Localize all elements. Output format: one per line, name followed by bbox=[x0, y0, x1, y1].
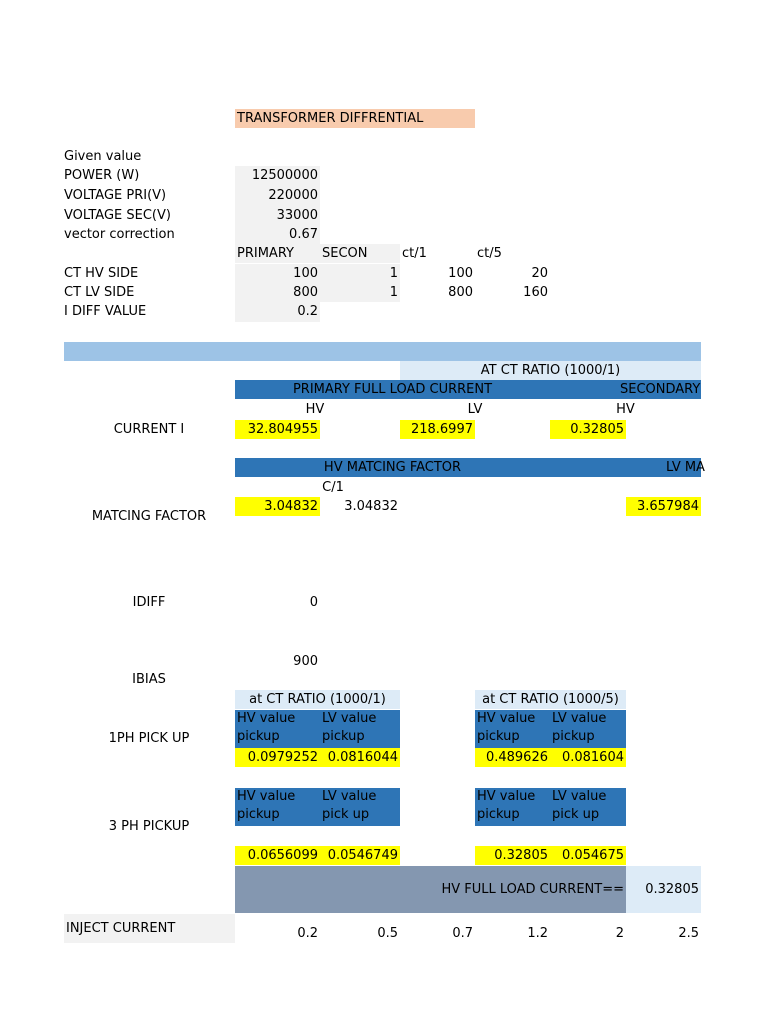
ct-header-primary: PRIMARY bbox=[235, 244, 320, 263]
3ph-lv-pickup[interactable]: 0.0546749 bbox=[320, 846, 400, 865]
1ph-lv-pickup-5[interactable]: 0.081604 bbox=[550, 748, 626, 767]
secondary-header: SECONDARY bbox=[550, 380, 701, 399]
3ph-lv-pickup-header-5: LV value pick up bbox=[550, 788, 626, 826]
ct-header-ct1: ct/1 bbox=[402, 246, 427, 261]
ct-header-secon: SECON bbox=[320, 244, 400, 263]
3ph-lv-pickup-header: LV value pick up bbox=[320, 788, 400, 826]
ratio-1000-5-header: at CT RATIO (1000/5) bbox=[475, 690, 626, 709]
ratio-1000-1-header: at CT RATIO (1000/1) bbox=[235, 690, 400, 709]
3ph-lv-pickup-5[interactable]: 0.054675 bbox=[550, 846, 626, 865]
1ph-hv-pickup[interactable]: 0.0979252 bbox=[235, 748, 320, 767]
inject-value-2[interactable]: 0.5 bbox=[377, 926, 398, 941]
1ph-lv-pickup-header-5: LV value pickup bbox=[550, 710, 626, 748]
ct-lv-primary[interactable]: 800 bbox=[235, 283, 320, 302]
title-cell[interactable]: TRANSFORMER DIFFRENTIAL bbox=[235, 109, 475, 128]
3ph-hv-pickup[interactable]: 0.0656099 bbox=[235, 846, 320, 865]
vector-correction-label: vector correction bbox=[64, 227, 175, 242]
idiff-value-label: I DIFF VALUE bbox=[64, 304, 147, 319]
ct-hv-primary[interactable]: 100 bbox=[235, 264, 320, 283]
primary-hv-current[interactable]: 32.804955 bbox=[235, 420, 320, 439]
hv-flc-label: HV FULL LOAD CURRENT== bbox=[235, 866, 626, 913]
at-ct-ratio-header: AT CT RATIO (1000/1) bbox=[400, 361, 701, 380]
ct-lv-secon[interactable]: 1 bbox=[320, 283, 400, 302]
ct-hv-secon[interactable]: 1 bbox=[320, 264, 400, 283]
inject-value-6[interactable]: 2.5 bbox=[678, 926, 699, 941]
ct-hv-ct5[interactable]: 20 bbox=[531, 266, 548, 281]
matching-factor-label: MATCING FACTOR bbox=[91, 509, 207, 524]
vector-correction-value[interactable]: 0.67 bbox=[235, 225, 320, 244]
ibias-label: IBIAS bbox=[132, 672, 166, 687]
current-hv-label: HV bbox=[305, 402, 325, 417]
lv-matching-value[interactable]: 3.657984 bbox=[626, 497, 701, 516]
divider-band bbox=[64, 342, 701, 361]
voltage-pri-value[interactable]: 220000 bbox=[235, 186, 320, 206]
idiff-result[interactable]: 0 bbox=[309, 595, 318, 610]
3ph-pickup-label: 3 PH PICKUP bbox=[108, 819, 190, 834]
ct-hv-ct1[interactable]: 100 bbox=[448, 266, 473, 281]
current-lv-label: LV bbox=[467, 402, 483, 417]
voltage-sec-label: VOLTAGE SEC(V) bbox=[64, 208, 171, 223]
current-i-label: CURRENT I bbox=[113, 422, 185, 437]
1ph-hv-pickup-header: HV value pickup bbox=[235, 710, 320, 748]
voltage-pri-label: VOLTAGE PRI(V) bbox=[64, 188, 167, 203]
1ph-hv-pickup-5[interactable]: 0.489626 bbox=[475, 748, 550, 767]
ct-header-ct5: ct/5 bbox=[477, 246, 502, 261]
inject-value-1[interactable]: 0.2 bbox=[297, 926, 318, 941]
3ph-hv-pickup-5[interactable]: 0.32805 bbox=[475, 846, 550, 865]
ct-lv-ct5[interactable]: 160 bbox=[523, 285, 548, 300]
inject-current-label: INJECT CURRENT bbox=[64, 914, 235, 943]
idiff-value[interactable]: 0.2 bbox=[235, 302, 320, 322]
lv-matching-header: LV MA bbox=[550, 458, 701, 477]
c1-matching-value[interactable]: 3.04832 bbox=[344, 499, 398, 514]
1ph-hv-pickup-header-5: HV value pickup bbox=[475, 710, 550, 748]
ibias-value[interactable]: 900 bbox=[293, 654, 318, 669]
given-value-label: Given value bbox=[64, 149, 142, 164]
ct-hv-label: CT HV SIDE bbox=[64, 266, 139, 281]
idiff-label: IDIFF bbox=[132, 595, 166, 610]
primary-lv-current[interactable]: 218.6997 bbox=[400, 420, 475, 439]
power-label: POWER (W) bbox=[64, 168, 140, 183]
secondary-hv-current[interactable]: 0.32805 bbox=[550, 420, 626, 439]
c1-label: C/1 bbox=[322, 480, 344, 495]
voltage-sec-value[interactable]: 33000 bbox=[235, 206, 320, 225]
3ph-hv-pickup-header: HV value pickup bbox=[235, 788, 320, 826]
1ph-lv-pickup[interactable]: 0.0816044 bbox=[320, 748, 400, 767]
inject-value-5[interactable]: 2 bbox=[615, 926, 624, 941]
3ph-hv-pickup-header-5: HV value pickup bbox=[475, 788, 550, 826]
hv-matching-value[interactable]: 3.04832 bbox=[235, 497, 320, 516]
hv-matching-header: HV MATCING FACTOR bbox=[235, 458, 550, 477]
primary-flc-header: PRIMARY FULL LOAD CURRENT bbox=[235, 380, 550, 399]
1ph-pickup-label: 1PH PICK UP bbox=[108, 731, 190, 746]
ct-lv-ct1[interactable]: 800 bbox=[448, 285, 473, 300]
current-hv2-label: HV bbox=[616, 402, 635, 417]
ct-lv-label: CT LV SIDE bbox=[64, 285, 135, 300]
hv-flc-value[interactable]: 0.32805 bbox=[626, 866, 701, 913]
inject-value-4[interactable]: 1.2 bbox=[527, 926, 548, 941]
inject-value-3[interactable]: 0.7 bbox=[452, 926, 473, 941]
power-value[interactable]: 12500000 bbox=[235, 166, 320, 186]
1ph-lv-pickup-header: LV value pickup bbox=[320, 710, 400, 748]
